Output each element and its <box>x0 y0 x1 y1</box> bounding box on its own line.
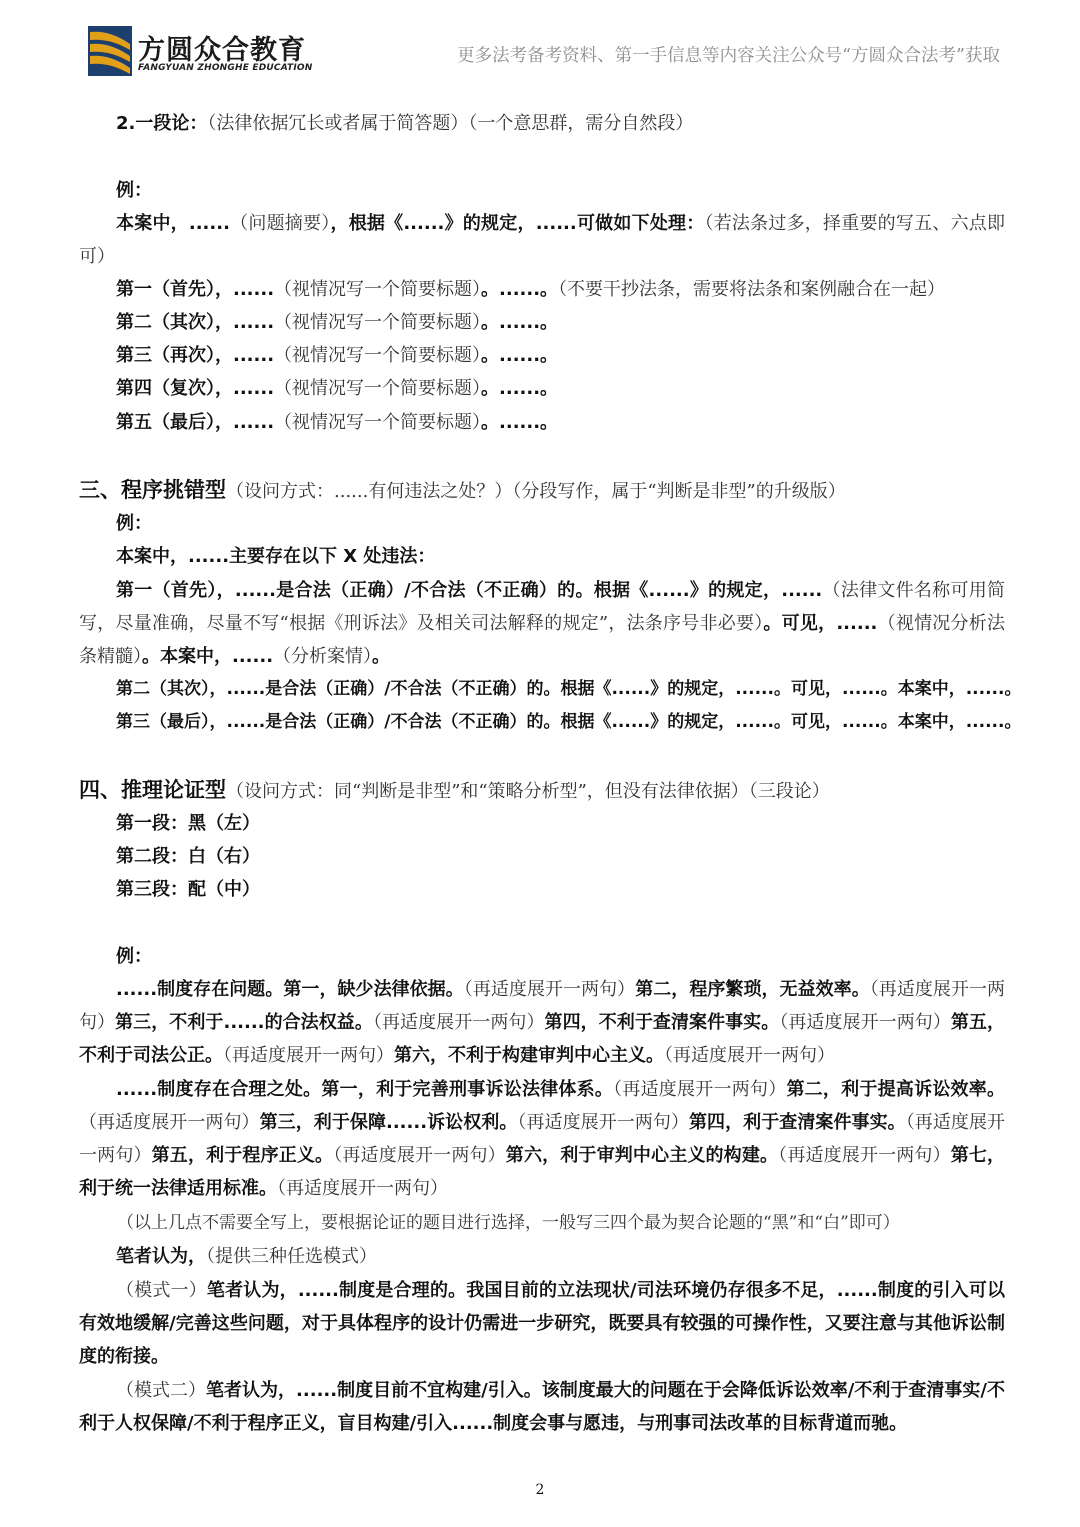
section2-item: 第二（其次），......（视情况写一个简要标题）。......。 <box>116 312 559 333</box>
section4-note: （以上几点不需要全写上，要根据论证的题目进行选择，一般写三四个最为契合论题的“黑”和“白”即可） <box>117 1213 900 1233</box>
section3-intro: 本案中，......主要存在以下 X 处违法： <box>116 546 436 567</box>
section4-step: 第二段：白（右） <box>116 846 260 867</box>
section4-example-label: 例： <box>116 946 152 967</box>
section3-paragraph-3: 第三（最后），......是合法（正确）/不合法（不正确）的。根据《......》的规定，......。可见，......。本案中，......。 <box>116 712 1022 732</box>
section4-author-line: 笔者认为，（提供三种任选模式） <box>116 1246 377 1267</box>
section3-paragraph-1: 第一（首先），......是合法（正确）/不合法（不正确）的。根据《......》的规定，......（法律文件名称可用简写，尽量准确，尽量不写“根据《刑诉法》及相关司法解释的规定”，法条序号非必要）。可见，......（视情况分析法条精髓）。本案中，......（分析案情）。 <box>79 580 1006 667</box>
section3-paragraph-2: 第二（其次），......是合法（正确）/不合法（不正确）的。根据《......》的规定，......。可见，......。本案中，......。 <box>116 679 1022 699</box>
logo-english-name: FANGYUAN ZHONGHE EDUCATION <box>138 63 313 73</box>
section4-step: 第三段：配（中） <box>116 879 260 900</box>
section2-item: 第五（最后），......（视情况写一个简要标题）。......。 <box>116 412 559 433</box>
section4-step: 第一段：黑（左） <box>116 813 260 834</box>
header-notice: 更多法考备考资料、第一手信息等内容关注公众号“方圆众合法考”获取 <box>457 46 1000 66</box>
section2-item: 第一（首先），......（视情况写一个简要标题）。......。（不要干抄法条，需要将法条和案例融合在一起） <box>116 279 946 300</box>
section4-heading: 四、推理论证型（设问方式：同“判断是非型”和“策略分析型”，但没有法律依据）（三段论） <box>79 778 830 802</box>
section4-mode-2: （模式二）笔者认为，......制度目前不宜构建/引入。该制度最大的问题在于会降低诉讼效率/不利于查清事实/不利于人权保障/不利于程序正义，盲目构建/引入......制度会事与愿违，与刑事司法改革的目标背道而驰。 <box>79 1380 1006 1434</box>
section2-item: 第三（再次），......（视情况写一个简要标题）。......。 <box>116 345 559 366</box>
page-number: 2 <box>535 1482 545 1498</box>
section2-intro: 本案中，......（问题摘要），根据《......》的规定，......可做如下处理：（若法条过多，择重要的写五、六点即可） <box>79 213 1006 267</box>
logo-mark-icon <box>88 22 134 80</box>
brand-logo <box>88 22 318 82</box>
section3-example-label: 例： <box>116 513 152 534</box>
section3-heading: 三、程序挑错型（设问方式：......有何违法之处？）（分段写作，属于“判断是非型”的升级版） <box>79 478 846 502</box>
logo-chinese-name: 方圆众合教育 <box>138 35 306 66</box>
section4-merits-paragraph: ......制度存在合理之处。第一，利于完善刑事诉讼法律体系。（再适度展开一两句）第二，利于提高诉讼效率。（再适度展开一两句）第三，利于保障......诉讼权利。（再适度展开一两句）第四，利于查清案件事实。（再适度展开一两句）第五，利于程序正义。（再适度展开一两句）第六，利于审判中心主义的构建。（再适度展开一两句）第七，利于统一法律适用标准。（再适度展开一两句） <box>79 1079 1006 1199</box>
section2-heading: 2.一段论：（法律依据冗长或者属于简答题）（一个意思群，需分自然段） <box>116 113 694 134</box>
section4-problems-paragraph: ......制度存在问题。第一，缺少法律依据。（再适度展开一两句）第二，程序繁琐，无益效率。（再适度展开一两句）第三，不利于......的合法权益。（再适度展开一两句）第四，不利于查清案件事实。（再适度展开一两句）第五，不利于司法公正。（再适度展开一两句）第六，不利于构建审判中心主义。（再适度展开一两句） <box>79 979 1006 1066</box>
section4-mode-1: （模式一）笔者认为，......制度是合理的。我国目前的立法现状/司法环境仍存很多不足，......制度的引入可以有效地缓解/完善这些问题，对于具体程序的设计仍需进一步研究，既要具有较强的可操作性，又要注意与其他诉讼制度的衔接。 <box>79 1280 1006 1367</box>
page-header <box>0 0 1080 100</box>
section2-example-label: 例： <box>116 180 152 201</box>
section2-item: 第四（复次），......（视情况写一个简要标题）。......。 <box>116 378 559 399</box>
